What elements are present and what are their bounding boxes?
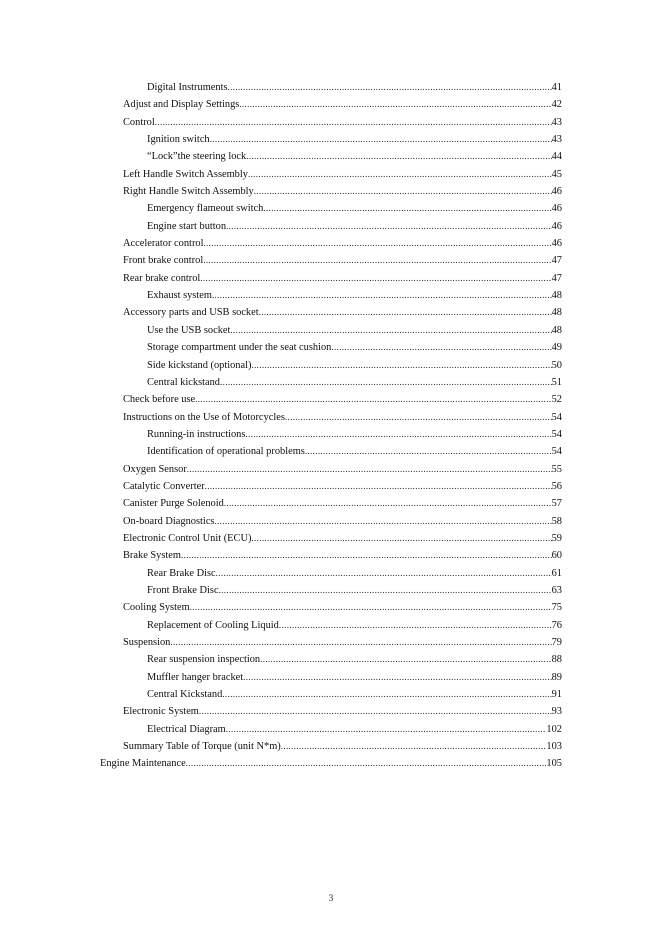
toc-entry-page: 48 — [551, 290, 562, 302]
toc-dot-leader — [285, 409, 552, 426]
toc-entry-page: 54 — [551, 446, 562, 458]
toc-entry-page: 105 — [546, 758, 562, 770]
toc-dot-leader — [281, 738, 547, 755]
toc-entry-title: Digital Instruments — [147, 82, 228, 93]
toc-entry-title: “Lock”the steering lock — [147, 151, 247, 163]
toc-dot-leader — [305, 443, 552, 460]
toc-dot-leader — [181, 547, 552, 564]
toc-entry[interactable] — [0, 287, 562, 304]
toc-entry-page: 54 — [551, 428, 562, 440]
toc-entry[interactable] — [0, 148, 562, 165]
toc-entry-page: 52 — [551, 394, 562, 406]
toc-entry[interactable] — [0, 114, 562, 131]
toc-entry-page: 46 — [551, 186, 562, 198]
toc-entry[interactable] — [0, 391, 562, 408]
toc-dot-leader — [203, 235, 551, 252]
toc-entry-title: Identification of operational problems — [147, 446, 305, 458]
toc-entry-page: 42 — [551, 99, 562, 111]
toc-dot-leader — [259, 304, 552, 321]
table-of-contents — [0, 79, 662, 773]
toc-entry[interactable] — [0, 495, 562, 512]
toc-entry-page: 48 — [551, 324, 562, 336]
toc-entry[interactable] — [0, 357, 562, 374]
toc-entry-page: 91 — [551, 689, 562, 701]
toc-entry-page: 49 — [551, 342, 562, 354]
toc-dot-leader — [279, 617, 552, 634]
toc-entry-page: 93 — [551, 706, 562, 718]
toc-dot-leader — [220, 374, 552, 391]
toc-entry-title: Check before use — [123, 394, 196, 406]
toc-entry[interactable] — [0, 582, 562, 599]
toc-dot-leader — [230, 322, 551, 339]
toc-entry[interactable] — [0, 131, 562, 148]
toc-entry-title: Brake System — [123, 550, 182, 562]
toc-entry-title: Central Kickstand — [147, 689, 223, 701]
toc-entry[interactable] — [0, 374, 562, 391]
toc-dot-leader — [214, 513, 551, 530]
toc-entry-title: Electrical Diagram — [147, 723, 226, 735]
toc-dot-leader — [212, 287, 552, 304]
toc-entry[interactable] — [0, 461, 562, 478]
toc-dot-leader — [170, 634, 551, 651]
toc-entry[interactable] — [0, 252, 562, 269]
toc-dot-leader — [219, 582, 552, 599]
toc-entry[interactable] — [0, 339, 562, 356]
toc-entry[interactable] — [0, 703, 562, 720]
page-number: 3 — [328, 893, 334, 903]
toc-entry[interactable] — [0, 755, 562, 772]
toc-entry-page: 43 — [551, 116, 562, 128]
toc-entry-page: 44 — [551, 151, 562, 163]
toc-dot-leader — [203, 252, 551, 269]
toc-dot-leader — [200, 270, 551, 287]
toc-entry[interactable] — [0, 651, 562, 668]
toc-entry-title: Left Handle Switch Assembly — [123, 168, 248, 180]
toc-dot-leader — [245, 426, 551, 443]
toc-entry-page: 59 — [551, 532, 562, 544]
toc-dot-leader — [216, 565, 552, 582]
toc-dot-leader — [251, 530, 551, 547]
toc-dot-leader — [243, 669, 551, 686]
toc-dot-leader — [199, 703, 552, 720]
toc-entry-title: Engine start button — [147, 220, 227, 232]
toc-entry[interactable] — [0, 686, 562, 703]
toc-entry[interactable] — [0, 669, 562, 686]
toc-entry-title: Right Handle Switch Assembly — [123, 186, 254, 198]
toc-entry-title: Ignition switch — [147, 134, 210, 146]
toc-entry[interactable] — [0, 721, 562, 738]
toc-dot-leader — [239, 96, 551, 113]
toc-entry-page: 58 — [551, 515, 562, 527]
toc-dot-leader — [263, 200, 551, 217]
toc-entry[interactable] — [0, 322, 562, 339]
toc-entry-title: Central kickstand — [147, 376, 221, 388]
toc-entry-page: 57 — [551, 498, 562, 510]
toc-entry-page: 46 — [551, 203, 562, 215]
toc-entry[interactable] — [0, 270, 562, 287]
toc-entry-title: Exhaust system — [147, 290, 212, 302]
toc-entry[interactable] — [0, 183, 562, 200]
toc-entry-title: Electronic System — [123, 706, 199, 718]
toc-entry[interactable] — [0, 218, 562, 235]
toc-entry[interactable] — [0, 426, 562, 443]
toc-entry-page: 51 — [551, 376, 562, 388]
toc-entry-title: Cooling System — [123, 602, 190, 614]
toc-entry-title: Engine Maintenance — [100, 758, 186, 770]
toc-entry-title: Use the USB socket — [147, 324, 231, 336]
toc-entry-page: 61 — [551, 567, 562, 579]
toc-entry-page: 60 — [551, 550, 562, 562]
toc-entry-title: On-board Diagnostics — [123, 515, 215, 527]
toc-entry-page: 102 — [546, 723, 562, 735]
toc-entry-page: 76 — [551, 619, 562, 631]
toc-entry[interactable] — [0, 79, 562, 96]
toc-entry[interactable] — [0, 599, 562, 616]
toc-entry[interactable] — [0, 547, 562, 564]
toc-dot-leader — [187, 461, 552, 478]
toc-entry-title: Replacement of Cooling Liquid — [147, 619, 279, 631]
toc-entry-title: Running-in instructions — [147, 428, 246, 440]
toc-entry-page: 43 — [551, 134, 562, 146]
toc-entry-page: 45 — [551, 168, 562, 180]
toc-entry[interactable] — [0, 200, 562, 217]
toc-entry[interactable] — [0, 513, 562, 530]
toc-entry-title: Emergency flameout switch — [147, 203, 264, 215]
toc-entry[interactable] — [0, 443, 562, 460]
toc-entry-title: Rear suspension inspection — [147, 654, 261, 666]
toc-entry-title: Accessory parts and USB socket — [123, 307, 259, 319]
toc-entry-title: Suspension — [123, 637, 171, 648]
toc-entry[interactable] — [0, 409, 562, 426]
toc-entry-page: 56 — [551, 480, 562, 492]
toc-entry-page: 46 — [551, 238, 562, 250]
toc-entry[interactable] — [0, 617, 562, 634]
toc-entry-page: 47 — [551, 255, 562, 267]
toc-dot-leader — [248, 166, 552, 183]
toc-entry-page: 46 — [551, 220, 562, 232]
toc-entry-page: 48 — [551, 307, 562, 319]
toc-dot-leader — [155, 114, 552, 131]
toc-entry-title: Front Brake Disc — [147, 584, 219, 596]
toc-entry-page: 41 — [551, 82, 562, 93]
toc-dot-leader — [228, 79, 552, 96]
toc-entry-title: Muffler hanger bracket — [147, 671, 244, 683]
toc-dot-leader — [195, 391, 551, 408]
toc-entry-title: Adjust and Display Settings — [123, 99, 240, 111]
toc-dot-leader — [260, 651, 551, 668]
toc-entry[interactable] — [0, 96, 562, 113]
toc-entry-page: 55 — [551, 463, 562, 475]
toc-entry-page: 47 — [551, 272, 562, 284]
toc-entry-title: Instructions on the Use of Motorcycles — [123, 411, 285, 423]
toc-entry-page: 54 — [551, 411, 562, 423]
toc-dot-leader — [210, 131, 552, 148]
toc-entry-title: Summary Table of Torque (unit N*m) — [123, 741, 281, 753]
toc-entry-title: Control — [123, 116, 155, 128]
toc-entry[interactable] — [0, 166, 562, 183]
toc-entry-page: 89 — [551, 671, 562, 683]
toc-dot-leader — [226, 721, 547, 738]
toc-entry-title: Front brake control — [123, 255, 204, 267]
toc-dot-leader — [222, 686, 551, 703]
toc-entry-title: Catalytic Converter — [123, 480, 205, 492]
toc-entry[interactable] — [0, 235, 562, 252]
toc-entry-title: Accelerator control — [123, 238, 204, 250]
toc-entry[interactable] — [0, 565, 562, 582]
toc-entry[interactable] — [0, 738, 562, 755]
toc-entry[interactable] — [0, 304, 562, 321]
toc-entry-page: 63 — [551, 584, 562, 596]
toc-entry-title: Side kickstand (optional) — [147, 359, 252, 371]
toc-entry-title: Rear brake control — [123, 272, 201, 284]
toc-entry-page: 75 — [551, 602, 562, 614]
toc-entry[interactable] — [0, 634, 562, 651]
toc-entry-page: 88 — [551, 654, 562, 666]
toc-dot-leader — [246, 148, 551, 165]
toc-dot-leader — [226, 218, 552, 235]
toc-dot-leader — [186, 755, 547, 772]
toc-dot-leader — [190, 599, 552, 616]
toc-dot-leader — [331, 339, 551, 356]
toc-entry[interactable] — [0, 478, 562, 495]
toc-entry-title: Oxygen Sensor — [123, 463, 187, 475]
toc-entry-page: 50 — [551, 359, 562, 371]
toc-dot-leader — [224, 495, 552, 512]
toc-dot-leader — [205, 478, 552, 495]
toc-dot-leader — [251, 357, 551, 374]
toc-entry-page: 79 — [551, 637, 562, 648]
toc-entry-title: Canister Purge Solenoid — [123, 498, 224, 510]
toc-entry-title: Rear Brake Disc — [147, 567, 216, 579]
toc-entry-title: Electronic Control Unit (ECU) — [123, 532, 252, 544]
toc-entry-page: 103 — [546, 741, 562, 753]
toc-entry-title: Storage compartment under the seat cushion — [147, 342, 332, 354]
toc-entry[interactable] — [0, 530, 562, 547]
toc-dot-leader — [254, 183, 552, 200]
